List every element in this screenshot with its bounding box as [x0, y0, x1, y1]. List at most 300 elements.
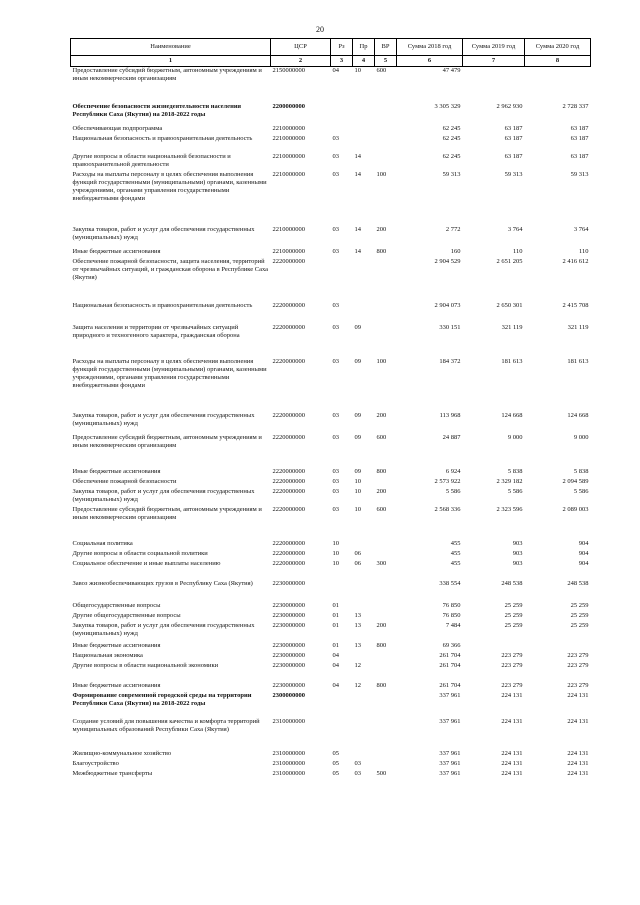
cell-rz: 03: [332, 301, 339, 309]
cell-rz: 05: [332, 769, 339, 777]
cell-rz: [331, 580, 353, 602]
cell-csr: 2230000000: [272, 641, 305, 649]
cell-csr: 2310000000: [272, 749, 305, 757]
cell-name: Закупка товаров, работ и услуг для обеспечения государственных (муниципальных) нужд: [72, 411, 255, 427]
cell-2020: 2 728 337: [562, 102, 589, 110]
table-row: [71, 662, 591, 682]
cell-name: Другие вопросы в области социальной политики: [72, 549, 208, 557]
cell-rz: 05: [332, 759, 339, 767]
cell-vr: 600: [376, 505, 387, 513]
col-number: 8: [525, 56, 591, 67]
cell-2018: 261 704: [439, 681, 461, 689]
cell-vr: 100: [376, 170, 387, 178]
cell-2018: 5 586: [445, 487, 461, 495]
cell-2020: 904: [578, 549, 589, 557]
cell-csr: 2220000000: [272, 539, 305, 547]
cell-2020: 223 279: [567, 651, 589, 659]
cell-name: Национальная экономика: [72, 651, 143, 659]
cell-csr: 2230000000: [272, 621, 305, 629]
cell-2019: 2 329 182: [496, 477, 523, 485]
cell-vr: [375, 652, 397, 662]
cell-2020: 63 187: [570, 134, 589, 142]
cell-2020: 63 187: [570, 124, 589, 132]
cell-name: Жилищно-коммунальное хозяйство: [72, 749, 172, 757]
cell-2018: 337 961: [439, 749, 461, 757]
table-row: [71, 692, 591, 718]
col-number: 4: [353, 56, 375, 67]
cell-vr: [375, 324, 397, 358]
cell-vr: 100: [376, 357, 387, 365]
cell-rz: 03: [332, 487, 339, 495]
cell-2020: 223 279: [567, 661, 589, 669]
cell-csr: 2220000000: [272, 487, 305, 495]
cell-name: Закупка товаров, работ и услуг для обеспечения государственных (муниципальных) нужд: [72, 621, 255, 637]
cell-2018: 62 245: [442, 152, 461, 160]
cell-2019: 224 131: [501, 749, 523, 757]
table-row: [71, 248, 591, 258]
cell-2020: [525, 642, 591, 652]
cell-pr: 09: [354, 411, 361, 419]
cell-2020: 25 259: [570, 621, 589, 629]
cell-name: Защита населения и территории от чрезвычайных ситуаций природного и техногенного характера, гражданская оборона: [72, 323, 240, 339]
cell-2020: 5 838: [573, 467, 589, 475]
cell-vr: 200: [376, 411, 387, 419]
cell-csr: 2230000000: [272, 611, 305, 619]
cell-2020: 2 415 708: [562, 301, 589, 309]
cell-vr: 800: [376, 641, 387, 649]
cell-rz: 03: [332, 467, 339, 475]
cell-2020: 2 089 003: [562, 505, 589, 513]
cell-pr: 06: [354, 559, 361, 567]
cell-csr: 2220000000: [272, 549, 305, 557]
cell-pr: [353, 692, 375, 718]
cell-pr: [353, 540, 375, 550]
cell-2018: 160: [450, 247, 461, 255]
cell-rz: 03: [332, 152, 339, 160]
cell-2020: 224 131: [567, 759, 589, 767]
cell-2019: 25 259: [504, 611, 523, 619]
col-number: 7: [463, 56, 525, 67]
cell-2018: 6 924: [445, 467, 461, 475]
cell-vr: [375, 602, 397, 612]
cell-vr: 300: [376, 559, 387, 567]
cell-rz: 04: [332, 681, 339, 689]
cell-2019: 223 279: [501, 661, 523, 669]
cell-2019: 63 187: [504, 124, 523, 132]
cell-vr: [375, 258, 397, 302]
cell-name: Иные бюджетные ассигнования: [72, 467, 161, 475]
cell-vr: 200: [376, 621, 387, 629]
cell-2020: 110: [578, 247, 589, 255]
cell-vr: [375, 580, 397, 602]
cell-2020: 59 313: [570, 170, 589, 178]
cell-rz: [331, 125, 353, 135]
cell-2018: 338 554: [439, 579, 461, 587]
table-row: [71, 153, 591, 171]
cell-rz: [331, 258, 353, 302]
table-row: [71, 622, 591, 642]
cell-2019: 59 313: [504, 170, 523, 178]
col-header-name: Наименование: [71, 39, 271, 56]
cell-csr: 2220000000: [272, 559, 305, 567]
cell-rz: 01: [332, 611, 339, 619]
cell-vr: 200: [376, 225, 387, 233]
cell-pr: 09: [354, 323, 361, 331]
table-row: [71, 506, 591, 540]
cell-name: Завоз жизнеобеспечивающих грузов в Республику Саха (Якутия): [72, 579, 253, 587]
cell-2019: 5 586: [507, 487, 523, 495]
cell-vr: [375, 135, 397, 153]
cell-pr: 13: [354, 641, 361, 649]
cell-rz: [331, 692, 353, 718]
col-header-csr: ЦСР: [271, 39, 331, 56]
cell-2019: 321 119: [501, 323, 523, 331]
cell-2019: 903: [512, 549, 523, 557]
table-row: [71, 358, 591, 412]
column-number-row: [71, 56, 591, 67]
cell-csr: 2230000000: [272, 651, 305, 659]
cell-name: Другие вопросы в области национальной безопасности и правоохранительной деятельности: [72, 152, 231, 168]
col-header-vr: ВР: [375, 39, 397, 56]
col-header-2020: Сумма 2020 год: [525, 39, 591, 56]
cell-vr: [375, 540, 397, 550]
cell-2020: 2 094 589: [562, 477, 589, 485]
cell-csr: 2150000000: [272, 67, 305, 74]
cell-csr: 2200000000: [272, 102, 305, 110]
cell-2020: 904: [578, 539, 589, 547]
cell-pr: 10: [354, 67, 361, 74]
col-header-2018: Сумма 2018 год: [397, 39, 463, 56]
cell-2019: 223 279: [501, 681, 523, 689]
col-number: 1: [71, 56, 271, 67]
cell-2018: 455: [450, 549, 461, 557]
cell-2018: 62 245: [442, 134, 461, 142]
cell-rz: 10: [332, 559, 339, 567]
cell-2020: 9 000: [573, 433, 589, 441]
cell-name: Предоставление субсидий бюджетным, автономным учреждениям и иным некоммерческим организациям: [72, 433, 262, 449]
cell-2018: 455: [450, 559, 461, 567]
cell-pr: 03: [354, 769, 361, 777]
cell-2018: 337 961: [439, 769, 461, 777]
cell-pr: [353, 93, 375, 125]
cell-rz: 10: [332, 549, 339, 557]
cell-vr: 800: [376, 247, 387, 255]
cell-2020: 124 668: [567, 411, 589, 419]
table-row: [71, 226, 591, 248]
cell-2020: 5 586: [573, 487, 589, 495]
cell-vr: [375, 302, 397, 324]
cell-pr: 03: [354, 759, 361, 767]
cell-pr: [353, 750, 375, 760]
cell-name: Закупка товаров, работ и услуг для обеспечения государственных (муниципальных) нужд: [72, 487, 255, 503]
table-row: [71, 760, 591, 770]
table-row: [71, 302, 591, 324]
cell-2018: 7 484: [445, 621, 461, 629]
cell-2020: 224 131: [567, 749, 589, 757]
cell-2018: 59 313: [442, 170, 461, 178]
cell-name: Социальное обеспечение и иные выплаты населению: [72, 559, 221, 567]
cell-2018: 2 573 922: [434, 477, 461, 485]
table-row: [71, 612, 591, 622]
table-row: [71, 488, 591, 506]
cell-2019: 25 259: [504, 621, 523, 629]
cell-2018: 261 704: [439, 661, 461, 669]
cell-rz: 03: [332, 225, 339, 233]
col-header-pr: Пр: [353, 39, 375, 56]
table-body: [71, 67, 591, 780]
cell-2019: 3 764: [507, 225, 523, 233]
cell-name: Общегосударственные вопросы: [72, 601, 161, 609]
cell-vr: [375, 750, 397, 760]
cell-pr: 10: [354, 487, 361, 495]
cell-2018: 69 366: [442, 641, 461, 649]
cell-csr: 2310000000: [272, 759, 305, 767]
cell-csr: 2210000000: [272, 225, 305, 233]
cell-2020: 25 259: [570, 611, 589, 619]
cell-2018: 337 961: [439, 691, 461, 699]
cell-pr: 09: [354, 433, 361, 441]
cell-pr: [353, 602, 375, 612]
cell-csr: 2210000000: [272, 124, 305, 132]
cell-2018: 2 568 336: [434, 505, 461, 513]
table-row: [71, 540, 591, 550]
col-number: 5: [375, 56, 397, 67]
cell-name: Социальная политика: [72, 539, 133, 547]
cell-csr: 2220000000: [272, 357, 305, 365]
col-number: 6: [397, 56, 463, 67]
cell-vr: 800: [376, 681, 387, 689]
cell-2018: 47 479: [442, 67, 461, 74]
cell-2019: 248 538: [501, 579, 523, 587]
cell-name: Иные бюджетные ассигнования: [72, 681, 161, 689]
table-row: [71, 642, 591, 652]
cell-2018: 184 372: [439, 357, 461, 365]
cell-name: Предоставление субсидий бюджетным, автономным учреждениям и иным некоммерческим организациям: [72, 505, 262, 521]
table-row: [71, 93, 591, 125]
cell-pr: 13: [354, 621, 361, 629]
cell-pr: 09: [354, 357, 361, 365]
table-row: [71, 412, 591, 434]
cell-2018: 455: [450, 539, 461, 547]
cell-csr: 2310000000: [272, 769, 305, 777]
cell-2020: 2 416 612: [562, 257, 589, 265]
cell-2019: 25 259: [504, 601, 523, 609]
cell-rz: 01: [332, 621, 339, 629]
cell-2019: [463, 67, 525, 93]
cell-name: Национальная безопасность и правоохранительная деятельность: [72, 301, 253, 309]
cell-rz: 04: [332, 651, 339, 659]
cell-pr: 12: [354, 681, 361, 689]
table-row: [71, 434, 591, 468]
cell-2018: 76 850: [442, 611, 461, 619]
cell-vr: [375, 153, 397, 171]
cell-2020: 223 279: [567, 681, 589, 689]
cell-2019: 224 131: [501, 691, 523, 699]
cell-name: Обеспечение пожарной безопасности, защита населения, территорий от чрезвычайных ситуаций, и гражданская оборона в Республике Саха (Якутия): [72, 257, 269, 281]
cell-2020: 321 119: [567, 323, 589, 331]
cell-2020: 248 538: [567, 579, 589, 587]
cell-2020: 3 764: [573, 225, 589, 233]
cell-csr: 2220000000: [272, 477, 305, 485]
cell-pr: 14: [354, 247, 361, 255]
table-row: [71, 770, 591, 780]
table-row: [71, 324, 591, 358]
cell-2020: 224 131: [567, 691, 589, 699]
cell-csr: 2230000000: [272, 681, 305, 689]
cell-2019: 63 187: [504, 134, 523, 142]
cell-name: Расходы на выплаты персоналу в целях обеспечения выполнения функций государственными (муниципальными) органами, казенными учреждениями, органами управления государственными внебюджетными фондами: [72, 357, 267, 389]
cell-vr: [375, 93, 397, 125]
cell-name: Обеспечивающая подпрограмма: [72, 124, 163, 132]
cell-vr: 500: [376, 769, 387, 777]
cell-csr: 2230000000: [272, 601, 305, 609]
table-row: [71, 750, 591, 760]
cell-2020: 25 259: [570, 601, 589, 609]
cell-2020: 181 613: [567, 357, 589, 365]
cell-2019: [463, 642, 525, 652]
cell-csr: 2220000000: [272, 257, 305, 265]
cell-rz: 03: [332, 170, 339, 178]
table-row: [71, 682, 591, 692]
cell-2019: 903: [512, 539, 523, 547]
cell-rz: [331, 93, 353, 125]
cell-csr: 2210000000: [272, 134, 305, 142]
cell-rz: 04: [332, 67, 339, 74]
cell-rz: 03: [332, 505, 339, 513]
cell-name: Другие вопросы в области национальной экономики: [72, 661, 219, 669]
cell-name: Расходы на выплаты персоналу в целях обеспечения выполнения функций государственными (муниципальными) органами, казенными учреждениями, органами управления государственными внебюджетными фондами: [72, 170, 267, 202]
cell-2018: 2 904 073: [434, 301, 461, 309]
cell-2018: 330 151: [439, 323, 461, 331]
cell-rz: 04: [332, 661, 339, 669]
cell-2019: 124 668: [501, 411, 523, 419]
cell-2018: 2 772: [445, 225, 461, 233]
cell-name: Иные бюджетные ассигнования: [72, 641, 161, 649]
col-number: 3: [331, 56, 353, 67]
cell-csr: 2220000000: [272, 301, 305, 309]
cell-vr: 800: [376, 467, 387, 475]
cell-2018: 24 887: [442, 433, 461, 441]
cell-vr: [375, 692, 397, 718]
table-row: [71, 125, 591, 135]
table-row: [71, 652, 591, 662]
cell-pr: 10: [354, 505, 361, 513]
cell-pr: 06: [354, 549, 361, 557]
cell-2019: 224 131: [501, 769, 523, 777]
cell-2019: 2 651 205: [496, 257, 523, 265]
cell-2019: 2 962 930: [496, 102, 523, 110]
cell-vr: 600: [376, 67, 387, 74]
cell-pr: [353, 135, 375, 153]
table-row: [71, 258, 591, 302]
cell-vr: [375, 550, 397, 560]
cell-vr: [375, 612, 397, 622]
cell-pr: 14: [354, 225, 361, 233]
cell-2018: 337 961: [439, 759, 461, 767]
cell-rz: 03: [332, 411, 339, 419]
cell-2019: 903: [512, 559, 523, 567]
cell-csr: 2300000000: [272, 691, 305, 699]
budget-table: [70, 38, 591, 780]
cell-pr: 10: [354, 477, 361, 485]
cell-name: Предоставление субсидий бюджетным, автономным учреждениям и иным некоммерческим организациям: [72, 67, 262, 82]
cell-csr: 2210000000: [272, 170, 305, 178]
cell-pr: 14: [354, 152, 361, 160]
cell-csr: 2310000000: [272, 717, 305, 725]
table-row: [71, 171, 591, 226]
cell-csr: 2220000000: [272, 411, 305, 419]
table-row: [71, 602, 591, 612]
cell-name: Обеспечение пожарной безопасности: [72, 477, 177, 485]
cell-csr: 2220000000: [272, 433, 305, 441]
cell-rz: 03: [332, 433, 339, 441]
cell-2019: 224 131: [501, 759, 523, 767]
cell-name: Благоустройство: [72, 759, 119, 767]
cell-name: Обеспечение безопасности жизнедеятельности населения Республики Саха (Якутия) на 2018-2022 годы: [72, 102, 242, 118]
cell-2018: 113 968: [439, 411, 461, 419]
cell-rz: 01: [332, 641, 339, 649]
col-number: 2: [271, 56, 331, 67]
cell-name: Другие общегосударственные вопросы: [72, 611, 181, 619]
cell-rz: 03: [332, 357, 339, 365]
cell-pr: [353, 718, 375, 750]
cell-csr: 2210000000: [272, 247, 305, 255]
cell-pr: [353, 258, 375, 302]
cell-rz: 03: [332, 477, 339, 485]
cell-csr: 2230000000: [272, 661, 305, 669]
cell-2019: 9 000: [507, 433, 523, 441]
cell-2018: 2 904 529: [434, 257, 461, 265]
table-row: [71, 550, 591, 560]
cell-2019: 110: [512, 247, 523, 255]
cell-2018: 261 704: [439, 651, 461, 659]
cell-rz: 03: [332, 247, 339, 255]
cell-rz: 05: [332, 749, 339, 757]
cell-name: Национальная безопасность и правоохранительная деятельность: [72, 134, 253, 142]
cell-2019: 2 650 301: [496, 301, 523, 309]
cell-2019: 63 187: [504, 152, 523, 160]
cell-pr: [353, 652, 375, 662]
cell-2020: 904: [578, 559, 589, 567]
cell-csr: 2210000000: [272, 152, 305, 160]
cell-rz: 03: [332, 134, 339, 142]
col-header-rz: Рз: [331, 39, 353, 56]
table-row: [71, 468, 591, 478]
col-header-2019: Сумма 2019 год: [463, 39, 525, 56]
table-row: [71, 580, 591, 602]
cell-2019: 223 279: [501, 651, 523, 659]
cell-name: Создание условий для повышения качества и комфорта территорий муниципальных образований Республики Саха (Якутия): [72, 717, 260, 733]
table-row: [71, 135, 591, 153]
cell-pr: [353, 580, 375, 602]
cell-name: Иные бюджетные ассигнования: [72, 247, 161, 255]
cell-pr: [353, 125, 375, 135]
cell-2019: 2 323 596: [496, 505, 523, 513]
cell-name: Формирование современной городской среды на территории Республики Саха (Якутия) на 2018-2022 годы: [72, 691, 252, 707]
cell-pr: [353, 302, 375, 324]
cell-2020: [525, 67, 591, 93]
table-row: [71, 560, 591, 580]
cell-csr: 2220000000: [272, 467, 305, 475]
cell-2020: 63 187: [570, 152, 589, 160]
cell-vr: [375, 718, 397, 750]
cell-csr: 2220000000: [272, 505, 305, 513]
cell-vr: [375, 760, 397, 770]
header-row: [71, 39, 591, 56]
cell-rz: 10: [332, 539, 339, 547]
cell-pr: 14: [354, 170, 361, 178]
cell-csr: 2230000000: [272, 579, 305, 587]
